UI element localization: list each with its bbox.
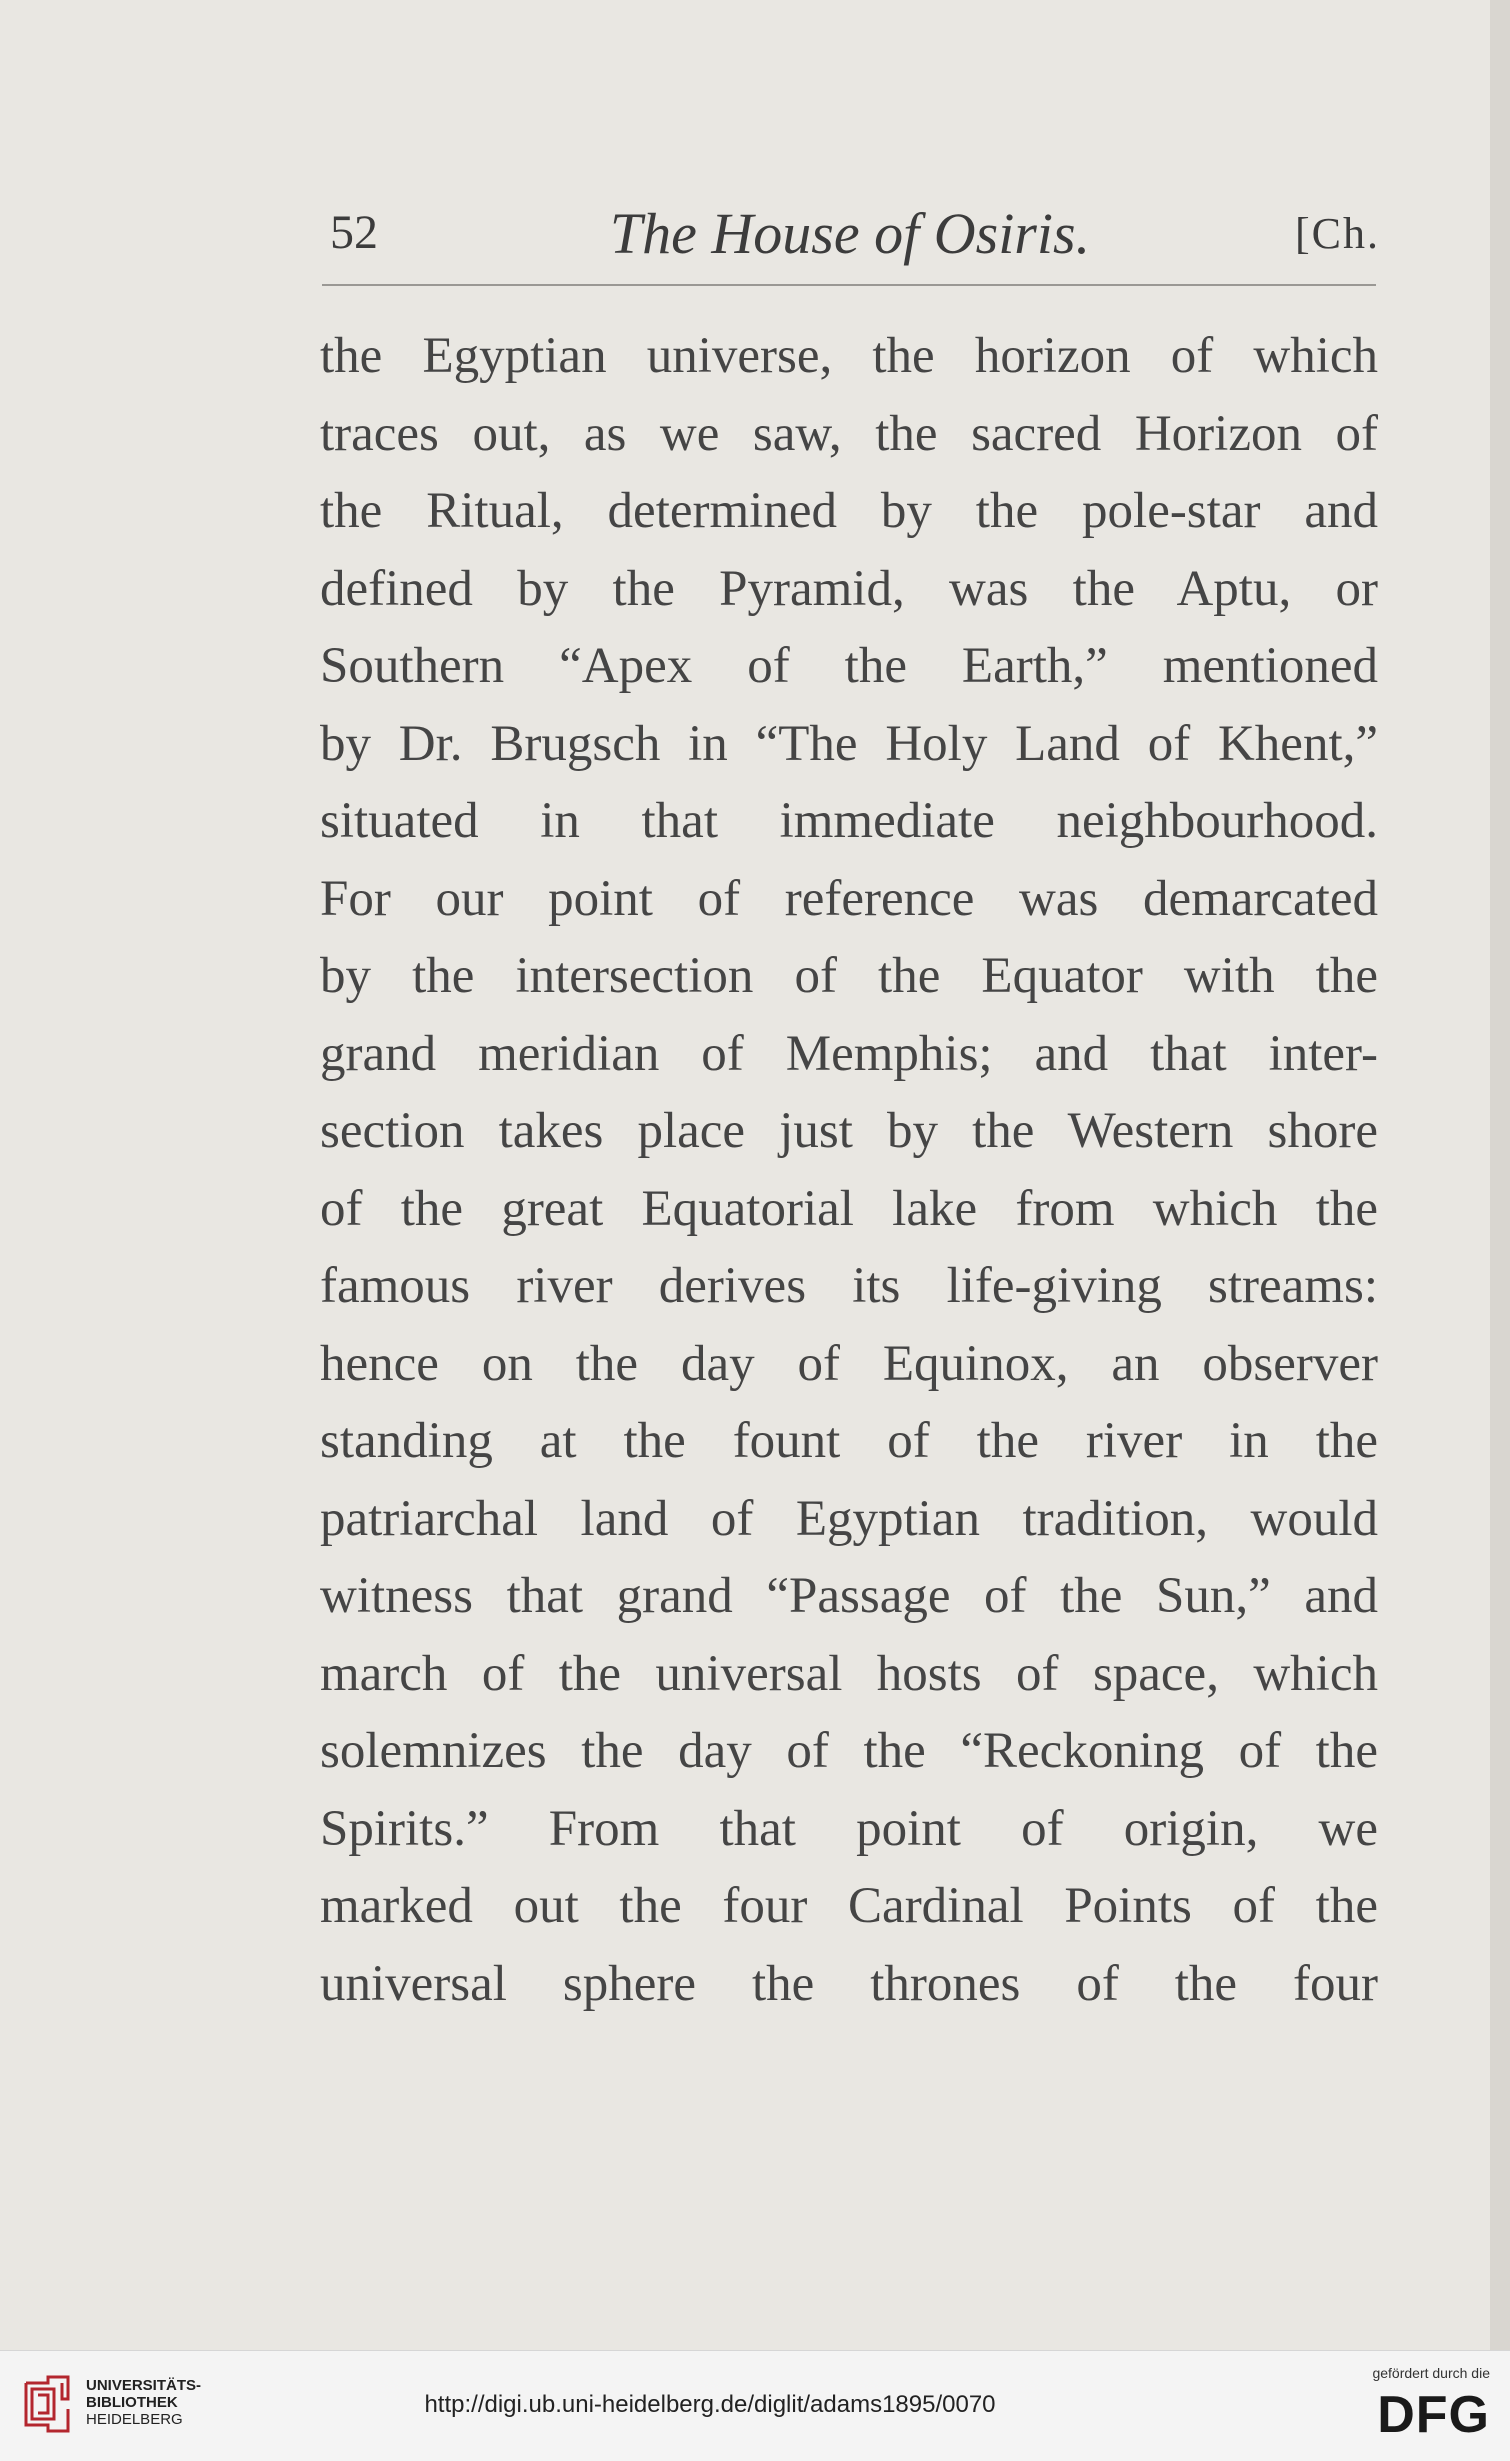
- text-line: For our point of reference was demarcated: [320, 870, 1378, 927]
- text-line: Spirits.” From that point of origin, we: [320, 1800, 1378, 1857]
- text-line: solemnizes the day of the “Reckoning of the: [320, 1723, 1378, 1779]
- funding-credit: [1330, 2365, 1490, 2445]
- text-line: marked out the four Cardinal Points of the: [320, 1878, 1378, 1934]
- text-line: hence on the day of Equinox, an observer: [320, 1335, 1378, 1392]
- dfg-logo: DFG: [1377, 2386, 1490, 2444]
- funding-caption: gefördert durch die: [1372, 2365, 1490, 2381]
- chapter-mark: [Ch.: [1295, 209, 1380, 258]
- running-title: The House of Osiris.: [609, 201, 1091, 266]
- body-text: [320, 318, 1378, 2023]
- text-line: grand meridian of Memphis; and that inter-: [320, 1025, 1378, 1082]
- text-line: standing at the fount of the river in the: [320, 1413, 1378, 1469]
- text-line: universal sphere the thrones of the four: [320, 1955, 1378, 2012]
- text-line: by the intersection of the Equator with the: [320, 948, 1378, 1004]
- text-line: by Dr. Brugsch in “The Holy Land of Khent,”: [320, 715, 1378, 772]
- text-line: patriarchal land of Egyptian tradition, would: [320, 1490, 1378, 1547]
- library-name-line: HEIDELBERG: [86, 2411, 183, 2428]
- text-line: section takes place just by the Western shore: [320, 1103, 1378, 1159]
- text-line: famous river derives its life-giving streams:: [320, 1258, 1378, 1314]
- text-line: situated in that immediate neighbourhood.: [320, 793, 1378, 849]
- permalink[interactable]: [0, 2391, 1510, 2419]
- library-name-line: BIBLIOTHEK: [86, 2394, 178, 2411]
- text-line: Southern “Apex of the Earth,” mentioned: [320, 638, 1378, 694]
- text-line: the Egyptian universe, the horizon of which: [320, 328, 1378, 384]
- viewer-footer: [0, 2350, 1510, 2461]
- text-line: traces out, as we saw, the sacred Horizon of: [320, 405, 1378, 462]
- text-line: witness that grand “Passage of the Sun,” and: [320, 1568, 1378, 1624]
- permalink-text[interactable]: http://digi.ub.uni-heidelberg.de/diglit/adams1895/0070: [424, 2391, 996, 2418]
- running-header: [320, 200, 1380, 270]
- text-line: of the great Equatorial lake from which the: [320, 1180, 1378, 1237]
- library-name-line: UNIVERSITÄTS-: [86, 2377, 202, 2394]
- header-rule: [322, 284, 1376, 286]
- page-number: 52: [330, 206, 378, 259]
- text-line: the Ritual, determined by the pole-star and: [320, 483, 1378, 539]
- text-line: march of the universal hosts of space, which: [320, 1645, 1378, 1702]
- page-edge: [1490, 0, 1510, 2350]
- text-line: defined by the Pyramid, was the Aptu, or: [320, 560, 1378, 617]
